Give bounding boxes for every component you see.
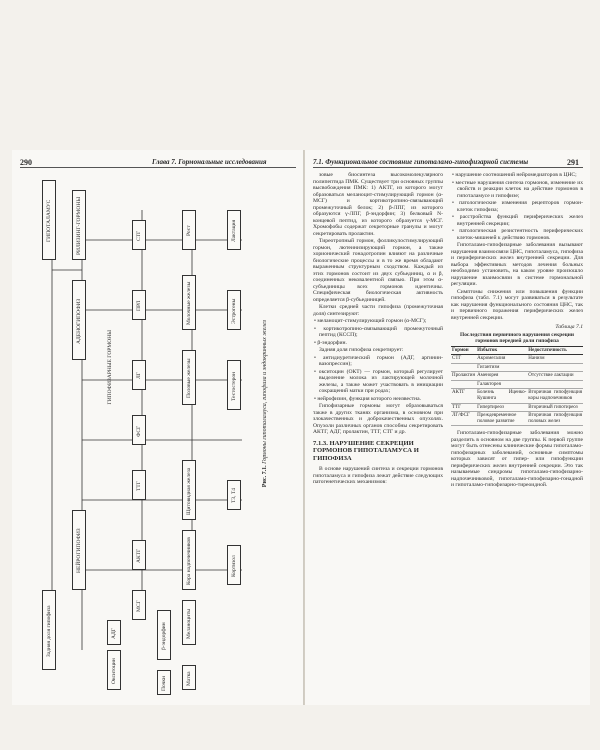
releasing-hormones-box: РИЛИЗИНГ-ГОРМОНЫ	[72, 190, 86, 260]
table-title: Последствия первичного нарушения секреции гормонов передней доли гипофиза	[460, 331, 574, 344]
lactation-box: Лактация	[227, 210, 241, 250]
table-cell: Болезнь Иценко-Кушинга	[476, 389, 527, 403]
page-number: 290	[20, 158, 32, 167]
table-cell: Гигантизм	[476, 363, 527, 372]
adrenal-box: Кора надпочечников	[182, 530, 196, 590]
estrogens-box: Эстрогены	[227, 290, 241, 330]
fsg-box: ФСГ	[132, 415, 146, 445]
column-header: Недостаточность	[527, 346, 583, 355]
mammary-box: Молочные железы	[182, 275, 196, 330]
table-cell	[451, 363, 476, 372]
uterus-box: Матка	[182, 665, 196, 690]
melanocytes-box: Меланоциты	[182, 600, 196, 645]
column-header: Гормон	[451, 346, 476, 355]
running-head: Глава 7. Гормональные исследования	[152, 158, 267, 166]
table-cell: Галакторея	[476, 380, 527, 389]
table-row	[451, 412, 583, 426]
list-item: • местные нарушения синтеза гормонов, изменение их свойств и реакции клеток на действие гормонов в гипоталамусе и гипофизе;	[451, 180, 583, 200]
table-cell	[451, 380, 476, 389]
table-caption: Таблица 7.1	[555, 324, 583, 330]
list-item: • патологические изменения рецепторов гормон-клеток гипофиза;	[451, 200, 583, 213]
list-item: • расстройства функций периферических желез внутренней секреции;	[451, 214, 583, 227]
growth-box: Рост	[182, 210, 196, 250]
list-item: • кортикотропино-связывающий промежуточный пептид (КССП);	[313, 326, 443, 339]
table-cell	[527, 363, 583, 372]
table-header-row	[451, 346, 583, 355]
list-item: • меланоцит-стимулирующий гормон (α-МСГ);	[313, 318, 443, 325]
text-column-right	[451, 172, 583, 490]
table-row	[451, 389, 583, 403]
table-row	[451, 380, 583, 389]
table-cell: Акромегалия	[476, 355, 527, 364]
paragraph: зовые биосинтеза высокомолекулярного полипептида ПМК. Существует три основных группы высвобождения ПМК: 1) АКТГ, из которого могут образоваться меланоцит-стимулирующий гормон (α-МСГ) и кортикотропино-связывающий промежуточный белок; 2) β-ЛПГ, из которого образуются γ-ЛПГ, β-эндорфин; 3) белковый N-концевой пептид, из которого образуется γ-МСГ. Хромофобы содержат секреторные гранулы и могут секретировать пролактин.	[313, 172, 443, 237]
gonads-box: Половые железы	[182, 350, 196, 405]
paragraph: Задняя доля гипофиза секретирует:	[319, 347, 404, 353]
paragraph: Симптомы снижения или повышения функции гипофиза (табл. 7.1) могут развиваться в результате как нарушения функционального состояния ЦНС, так и первичного поражения периферических желез внутренней секреции.	[451, 288, 583, 321]
table-cell: Вторичный гипотиреоз	[527, 403, 583, 412]
list-item: • нарушение соотношений нейромедиаторов в ЦНС;	[451, 172, 583, 179]
t3t4-box: Т3, Т4	[227, 480, 241, 510]
right-page	[305, 150, 590, 705]
bullet-list	[451, 172, 583, 241]
figure-caption: Рис. 7.1. Гормоны гипоталамуса, гипофиза и эндокринных желез	[262, 320, 268, 488]
header-rule	[313, 167, 583, 168]
hypothalamus-box: ГИПОТАЛАМУС	[42, 180, 56, 260]
neurohypophysis-box: НЕЙРОГИПОФИЗ	[72, 510, 86, 590]
stg-box: СТГ	[132, 220, 146, 250]
bullet-list	[313, 318, 443, 346]
left-page	[12, 150, 304, 705]
table-cell	[527, 380, 583, 389]
posterior-lobe-box: Задняя доля гипофиза	[42, 590, 56, 670]
table-row	[451, 355, 583, 364]
paragraph: В основе нарушений синтеза и секреции гормонов гипоталамуса и гипофиза лежат действие следующих патогенетических механизмов:	[313, 466, 443, 485]
adh-box: АДГ	[107, 620, 121, 645]
table-cell: Пролактин	[451, 372, 476, 381]
b-endorphin-box: β-эндорфин	[157, 610, 171, 660]
paragraph: Гипоталамо-гипофизарные заболевания вызывают нарушения взаимосвязи ЦНС, гипоталамуса, гипофиза и периферических желез внутренней секреции. Для выбора эффективных методов лечения больных необходимо установить, на каком уровне произошло нарушение взаимосвязи в системе гормональной регуляции.	[451, 242, 583, 287]
table-cell: Отсутствие лактации	[527, 372, 583, 381]
table-cell: Вторичная гипофункция коры надпочечников	[527, 389, 583, 403]
kidneys-box: Почки	[157, 670, 171, 695]
table-cell: Гипертиреоз	[476, 403, 527, 412]
running-head: 7.1. Функциональное состояние гипоталамо-гипофизарной системы	[313, 158, 529, 166]
section-title: 7.1.3. НАРУШЕНИЕ СЕКРЕЦИИ ГОРМОНОВ ГИПОТАЛАМУСА И ГИПОФИЗА	[313, 439, 419, 462]
testosterone-box: Тестостерон	[227, 360, 241, 410]
table-row	[451, 372, 583, 381]
adenohypophysis-box: АДЕНОГИПОФИЗ	[72, 280, 86, 360]
msg-box: МСГ	[132, 590, 146, 620]
table-cell: ТТГ	[451, 403, 476, 412]
table-cell: Вторичная гипофункция половых желез	[527, 412, 583, 426]
table-cell: Нанизм	[527, 355, 583, 364]
list-item: • нейрофизин, функция которого неизвестна.	[313, 396, 443, 403]
ttg-box: ТТГ	[132, 470, 146, 500]
table-row	[451, 403, 583, 412]
paragraph: Тиреотропный гормон, фолликулостимулирующий гормон, лютеинизирующий гормон, а также хорионический гонадотропин влияют на различные биологические процессы и в то же время обладают выраженным структурным сходством. Каждый из этих гормонов состоит из двух субъединиц, α и β, соединенных нековалентной связью. При этом α-субъединицы всех гормонов идентичны. Специфическая биологическая активность определяется β-субъединицей.	[313, 238, 443, 303]
bullet-list	[313, 355, 443, 403]
column-header: Избыток	[476, 346, 527, 355]
table-cell: ЛГ/ФСГ	[451, 412, 476, 426]
lg-box: ЛГ	[132, 360, 146, 390]
paragraph: Гипофизарные гормоны могут образовываться также в других тканях организма, в основном при злокачественных и доброкачественных опухолях. Опухоли различных органов способны секретировать АКТГ, АДГ, пролактин, ТТГ, СТГ и др.	[313, 403, 443, 435]
table-cell: СТГ	[451, 355, 476, 364]
prl-box: ПРЛ	[132, 290, 146, 320]
text-column-left	[313, 172, 443, 487]
oxytocin-box: Окситоцин	[107, 650, 121, 690]
table-row	[451, 363, 583, 372]
list-item: • окситоцин (ОКТ) — гормон, который регулирует выделение молока из лактирующей молочной железы, а также может участвовать в инициации сокращений матки при родах;	[313, 369, 443, 395]
hormone-diagram	[12, 150, 304, 705]
list-item: • антидиуретический гормон (АДГ, аргинин-вазопрессин);	[313, 355, 443, 368]
thyroid-box: Щитовидная железа	[182, 460, 196, 520]
paragraph: Гипоталамо-гипофизарные заболевания можно разделить в основном на две группы. К первой группе могут быть отнесены клинические формы гипоталамо-гипофизарных заболеваний, основные симптомы которых зависят от гипер- или гипофункции периферических желез внутренней секреции. Это так называемые синдромы гипоталамо-гипофизарно-надпочечниковой, гипоталамо-гипофизарно-гонадной и гипоталамо-гипофизарно-тиреоидной.	[451, 430, 583, 489]
aktg-box: АКТГ	[132, 540, 146, 570]
list-item: • патологическая резистентность периферических клеток-мишеней к действию гормонов.	[451, 228, 583, 241]
table-cell: Преждевременное половое развитие	[476, 412, 527, 426]
list-item: • β-эндорфин.	[313, 340, 443, 347]
table-cell: АКТГ	[451, 389, 476, 403]
page-number: 291	[567, 158, 579, 167]
pituitary-hormones-label: ГИПОФИЗАРНЫЕ ГОРМОНЫ	[107, 330, 113, 405]
paragraph: Клетки средней части гипофиза (промежуточная доля) синтезируют:	[313, 304, 443, 317]
table-cell: Аменорея	[476, 372, 527, 381]
cortisol-box: Кортизол	[227, 545, 241, 585]
hormone-table	[451, 346, 583, 427]
